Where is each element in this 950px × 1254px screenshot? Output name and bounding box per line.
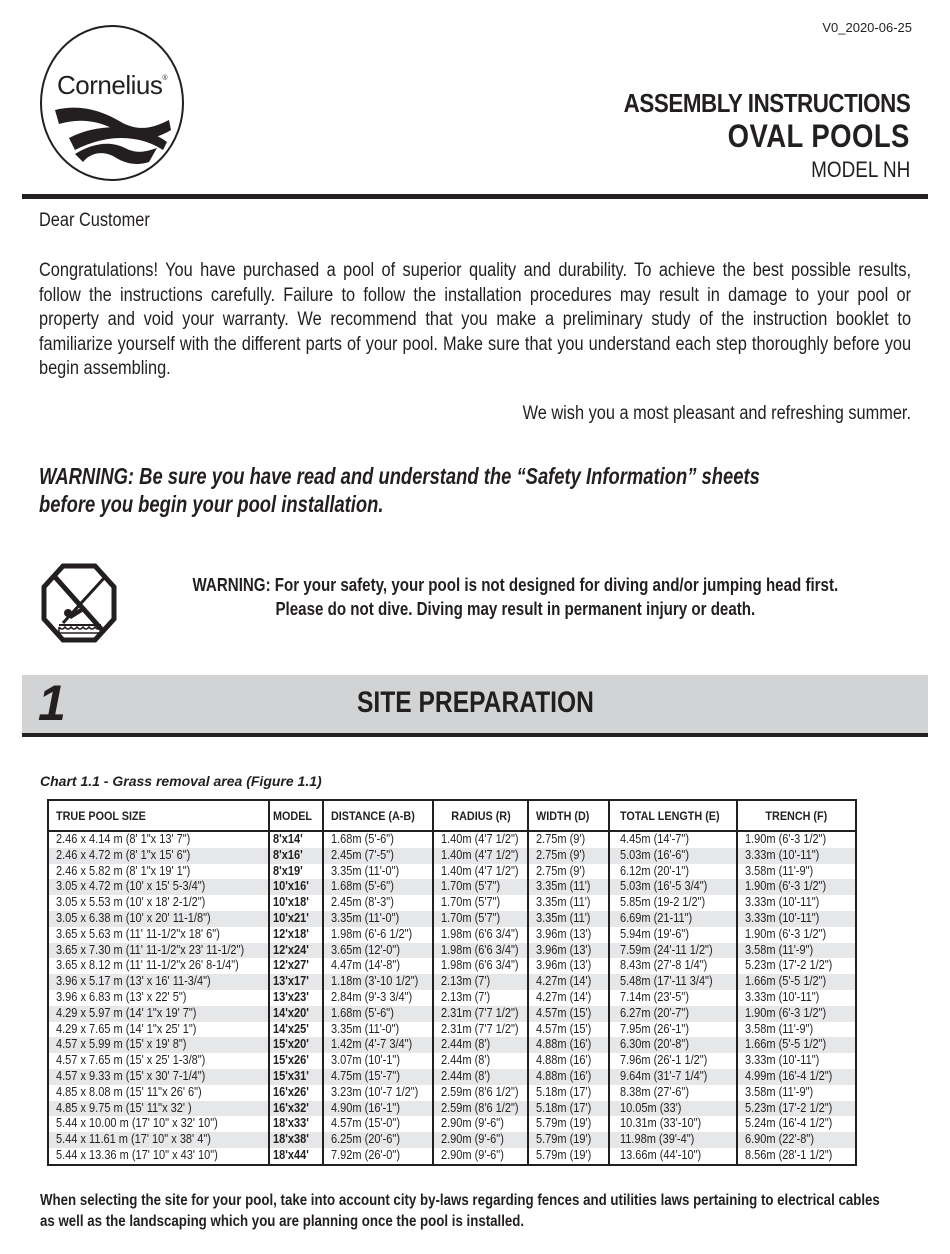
table-cell: 3.58m (11'-9") [737, 1085, 856, 1101]
table-cell: 7.14m (23'-5") [609, 990, 737, 1006]
table-cell: 3.35m (11') [528, 895, 609, 911]
note-line-1: When selecting the site for your pool, take into account city by-laws regarding fences and utilities laws pertaining to electrical cables [40, 1192, 880, 1209]
table-cell: 4.45m (14'-7") [609, 831, 737, 848]
table-cell: 15'x20' [269, 1037, 323, 1053]
column-header: DISTANCE (A-B) [323, 800, 433, 831]
diving-warning [0, 573, 950, 621]
table-cell: 3.33m (10'-11") [737, 1053, 856, 1069]
table-cell: 3.96 x 6.83 m (13' x 22' 5") [48, 990, 269, 1006]
table-row [48, 1132, 856, 1148]
safety-warning-line-1: WARNING: Be sure you have read and understand the “Safety Information” sheets [39, 463, 760, 489]
table-cell: 9.64m (31'-7 1/4") [609, 1069, 737, 1085]
table-cell: 2.90m (9'-6") [433, 1116, 528, 1132]
table-cell: 2.84m (9'-3 3/4") [323, 990, 433, 1006]
table-cell: 4.57 x 5.99 m (15' x 19' 8") [48, 1037, 269, 1053]
table-cell: 1.90m (6'-3 1/2") [737, 927, 856, 943]
table-row [48, 1148, 856, 1165]
table-cell: 14'x25' [269, 1022, 323, 1038]
table-row [48, 1069, 856, 1085]
table-cell: 2.59m (8'6 1/2") [433, 1101, 528, 1117]
table-cell: 5.03m (16'-5 3/4") [609, 879, 737, 895]
table-cell: 2.46 x 4.14 m (8' 1"x 13' 7") [48, 831, 269, 848]
table-cell: 1.18m (3'-10 1/2") [323, 974, 433, 990]
table-cell: 13'x23' [269, 990, 323, 1006]
cornelius-logo [39, 24, 185, 182]
table-row [48, 1085, 856, 1101]
table-cell: 8'x16' [269, 848, 323, 864]
table-cell: 3.33m (10'-11") [737, 895, 856, 911]
registered-mark: ® [162, 75, 167, 82]
column-header: TRENCH (F) [737, 800, 856, 831]
table-cell: 3.35m (11') [528, 911, 609, 927]
table-cell: 16'x32' [269, 1101, 323, 1117]
table-row [48, 848, 856, 864]
table-cell: 2.90m (9'-6") [433, 1148, 528, 1165]
table-cell: 1.40m (4'7 1/2") [433, 831, 528, 848]
site-selection-note [40, 1191, 950, 1232]
table-cell: 2.31m (7'7 1/2") [433, 1022, 528, 1038]
table-cell: 3.05 x 5.53 m (10' x 18' 2-1/2") [48, 895, 269, 911]
table-cell: 4.90m (16'-1") [323, 1101, 433, 1117]
table-cell: 3.35m (11'-0") [323, 1022, 433, 1038]
chart-caption: Chart 1.1 - Grass removal area (Figure 1.1) [40, 773, 322, 789]
table-cell: 8.56m (28'-1 1/2") [737, 1148, 856, 1165]
table-cell: 3.33m (10'-11") [737, 990, 856, 1006]
table-cell: 18'x38' [269, 1132, 323, 1148]
table-cell: 6.27m (20'-7") [609, 1006, 737, 1022]
table-row [48, 1053, 856, 1069]
table-cell: 1.90m (6'-3 1/2") [737, 879, 856, 895]
table-cell: 1.40m (4'7 1/2") [433, 864, 528, 880]
table-cell: 1.66m (5'-5 1/2") [737, 1037, 856, 1053]
table-cell: 4.29 x 7.65 m (14' 1"x 25' 1") [48, 1022, 269, 1038]
table-cell: 5.18m (17') [528, 1085, 609, 1101]
note-line-2: as well as the landscaping which you are planning once the pool is installed. [40, 1212, 525, 1230]
table-cell: 6.69m (21-11") [609, 911, 737, 927]
table-cell: 3.96m (13') [528, 943, 609, 959]
table-cell: 1.98m (6'6 3/4") [433, 958, 528, 974]
table-cell: 1.90m (6'-3 1/2") [737, 1006, 856, 1022]
table-cell: 4.27m (14') [528, 974, 609, 990]
table-cell: 5.48m (17'-11 3/4") [609, 974, 737, 990]
table-cell: 4.88m (16') [528, 1053, 609, 1069]
table-cell: 12'x18' [269, 927, 323, 943]
table-cell: 2.45m (7'-5") [323, 848, 433, 864]
table-cell: 3.96 x 5.17 m (13' x 16' 11-3/4") [48, 974, 269, 990]
table-cell: 1.70m (5'7") [433, 911, 528, 927]
table-cell: 5.94m (19'-6") [609, 927, 737, 943]
table-cell: 7.59m (24'-11 1/2") [609, 943, 737, 959]
table-cell: 2.46 x 4.72 m (8' 1"x 15' 6") [48, 848, 269, 864]
logo-wordmark: Cornelius [57, 70, 163, 100]
table-cell: 13'x17' [269, 974, 323, 990]
diving-warning-line-2: Please do not dive. Diving may result in permanent injury or death. [275, 599, 755, 619]
table-cell: 3.65 x 5.63 m (11' 11-1/2"x 18' 6") [48, 927, 269, 943]
table-cell: 6.90m (22'-8") [737, 1132, 856, 1148]
table-cell: 4.88m (16') [528, 1037, 609, 1053]
table-cell: 4.27m (14') [528, 990, 609, 1006]
table-row [48, 911, 856, 927]
table-cell: 15'x26' [269, 1053, 323, 1069]
table-cell: 2.44m (8') [433, 1037, 528, 1053]
table-cell: 4.85 x 8.08 m (15' 11"x 26' 6") [48, 1085, 269, 1101]
table-cell: 10.05m (33') [609, 1101, 737, 1117]
table-cell: 3.05 x 4.72 m (10' x 15' 5-3/4") [48, 879, 269, 895]
table-cell: 1.40m (4'7 1/2") [433, 848, 528, 864]
table-cell: 2.45m (8'-3") [323, 895, 433, 911]
table-cell: 3.58m (11'-9") [737, 1022, 856, 1038]
section-number: 1 [38, 675, 66, 731]
table-cell: 18'x33' [269, 1116, 323, 1132]
table-cell: 2.90m (9'-6") [433, 1132, 528, 1148]
closing-line: We wish you a most pleasant and refreshing summer. [522, 403, 911, 424]
logo-waves-icon [39, 24, 185, 182]
table-row [48, 974, 856, 990]
table-cell: 5.44 x 13.36 m (17' 10" x 43' 10") [48, 1148, 269, 1165]
grass-removal-table [47, 799, 857, 1166]
table-cell: 3.35m (11'-0") [323, 911, 433, 927]
table-cell: 14'x20' [269, 1006, 323, 1022]
table-cell: 1.70m (5'7") [433, 879, 528, 895]
table-cell: 5.24m (16'-4 1/2") [737, 1116, 856, 1132]
table-cell: 10'x16' [269, 879, 323, 895]
table-cell: 1.98m (6'-6 1/2") [323, 927, 433, 943]
table-cell: 2.31m (7'7 1/2") [433, 1006, 528, 1022]
column-header: TOTAL LENGTH (E) [609, 800, 737, 831]
intro-paragraph: Congratulations! You have purchased a pool of superior quality and durability. To achieve the best possible results, follow the instructions carefully. Failure to follow the installation procedures may result in damage to your pool or property and void your warranty. We recommend that you make a preliminary study of the instruction booklet to familiarize yourself with the different parts of your pool. Make sure that you understand each step thoroughly before you begin assembling. [39, 260, 912, 380]
document-version: V0_2020-06-25 [822, 20, 912, 35]
table-cell: 5.44 x 11.61 m (17' 10" x 38' 4") [48, 1132, 269, 1148]
table-cell: 2.75m (9') [528, 831, 609, 848]
table-row [48, 1037, 856, 1053]
table-cell: 2.75m (9') [528, 864, 609, 880]
table-cell: 10'x18' [269, 895, 323, 911]
table-cell: 5.03m (16'-6") [609, 848, 737, 864]
table-cell: 7.92m (26'-0") [323, 1148, 433, 1165]
table-row [48, 1006, 856, 1022]
table-cell: 7.96m (26'-1 1/2") [609, 1053, 737, 1069]
table-cell: 5.23m (17'-2 1/2") [737, 958, 856, 974]
table-row [48, 943, 856, 959]
table-cell: 3.96m (13') [528, 958, 609, 974]
column-header: TRUE POOL SIZE [48, 800, 269, 831]
column-header: RADIUS (R) [433, 800, 528, 831]
table-cell: 15'x31' [269, 1069, 323, 1085]
table-row [48, 879, 856, 895]
table-cell: 1.70m (5'7") [433, 895, 528, 911]
table-row [48, 864, 856, 880]
table-cell: 5.79m (19') [528, 1116, 609, 1132]
table-cell: 3.65 x 8.12 m (11' 11-1/2"x 26' 8-1/4") [48, 958, 269, 974]
table-cell: 1.68m (5'-6") [323, 831, 433, 848]
table-cell: 1.66m (5'-5 1/2") [737, 974, 856, 990]
table-cell: 4.99m (16'-4 1/2") [737, 1069, 856, 1085]
table-cell: 3.33m (10'-11") [737, 848, 856, 864]
table-cell: 8.43m (27'-8 1/4") [609, 958, 737, 974]
table-cell: 2.59m (8'6 1/2") [433, 1085, 528, 1101]
table-cell: 1.68m (5'-6") [323, 879, 433, 895]
table-body [48, 831, 856, 1165]
table-cell: 4.85 x 9.75 m (15' 11"x 32' ) [48, 1101, 269, 1117]
table-cell: 1.42m (4'-7 3/4") [323, 1037, 433, 1053]
safety-sheets-warning [39, 462, 940, 518]
table-cell: 4.57m (15') [528, 1022, 609, 1038]
table-cell: 12'x27' [269, 958, 323, 974]
table-cell: 1.98m (6'6 3/4") [433, 927, 528, 943]
table-cell: 2.44m (8') [433, 1053, 528, 1069]
table-row [48, 1116, 856, 1132]
table-cell: 3.35m (11') [528, 879, 609, 895]
table-cell: 3.96m (13') [528, 927, 609, 943]
table-cell: 2.75m (9') [528, 848, 609, 864]
table-cell: 16'x26' [269, 1085, 323, 1101]
table-cell: 4.47m (14'-8") [323, 958, 433, 974]
table-cell: 3.05 x 6.38 m (10' x 20' 11-1/8") [48, 911, 269, 927]
table-cell: 2.46 x 5.82 m (8' 1"x 19' 1") [48, 864, 269, 880]
table-cell: 4.57m (15'-0") [323, 1116, 433, 1132]
table-cell: 2.13m (7') [433, 990, 528, 1006]
table-cell: 3.65 x 7.30 m (11' 11-1/2"x 23' 11-1/2") [48, 943, 269, 959]
safety-warning-line-2: before you begin your pool installation. [39, 491, 384, 517]
table-cell: 5.23m (17'-2 1/2") [737, 1101, 856, 1117]
table-cell: 1.68m (5'-6") [323, 1006, 433, 1022]
table-row [48, 1101, 856, 1117]
table-cell: 3.23m (10'-7 1/2") [323, 1085, 433, 1101]
product-title: OVAL POOLS [727, 118, 910, 154]
table-cell: 1.90m (6'-3 1/2") [737, 831, 856, 848]
table-row [48, 831, 856, 848]
table-row [48, 927, 856, 943]
table-row [48, 958, 856, 974]
table-row [48, 1022, 856, 1038]
model-label: MODEL NH [810, 157, 910, 182]
table-cell: 11.98m (39'-4") [609, 1132, 737, 1148]
table-cell: 3.65m (12'-0") [323, 943, 433, 959]
table-cell: 3.58m (11'-9") [737, 943, 856, 959]
table-cell: 5.44 x 10.00 m (17' 10" x 32' 10") [48, 1116, 269, 1132]
table-cell: 5.79m (19') [528, 1132, 609, 1148]
table-cell: 8'x14' [269, 831, 323, 848]
table-header-row [48, 800, 856, 831]
table-cell: 10.31m (33'-10") [609, 1116, 737, 1132]
table-cell: 4.88m (16') [528, 1069, 609, 1085]
diving-warning-line-1: WARNING: For your safety, your pool is not designed for diving and/or jumping head first. [192, 575, 838, 595]
table-cell: 10'x21' [269, 911, 323, 927]
table-row [48, 990, 856, 1006]
table-cell: 3.07m (10'-1") [323, 1053, 433, 1069]
table-cell: 12'x24' [269, 943, 323, 959]
table-cell: 8'x19' [269, 864, 323, 880]
table-cell: 2.44m (8') [433, 1069, 528, 1085]
table-cell: 5.79m (19') [528, 1148, 609, 1165]
table-row [48, 895, 856, 911]
table-cell: 7.95m (26'-1") [609, 1022, 737, 1038]
table-cell: 2.13m (7') [433, 974, 528, 990]
table-cell: 4.57 x 9.33 m (15' x 30' 7-1/4") [48, 1069, 269, 1085]
table-cell: 1.98m (6'6 3/4") [433, 943, 528, 959]
table-cell: 13.66m (44'-10") [609, 1148, 737, 1165]
table-cell: 6.25m (20'-6") [323, 1132, 433, 1148]
table-cell: 6.30m (20'-8") [609, 1037, 737, 1053]
section-title: SITE PREPARATION [356, 686, 594, 719]
column-header: WIDTH (D) [528, 800, 609, 831]
document-title: ASSEMBLY INSTRUCTIONS [623, 88, 910, 118]
header-divider [22, 194, 928, 199]
table-cell: 18'x44' [269, 1148, 323, 1165]
table-cell: 3.33m (10'-11") [737, 911, 856, 927]
greeting: Dear Customer [39, 210, 150, 231]
table-cell: 8.38m (27'-6") [609, 1085, 737, 1101]
section-header-rule [22, 733, 928, 737]
table-cell: 4.75m (15'-7") [323, 1069, 433, 1085]
table-cell: 5.85m (19-2 1/2") [609, 895, 737, 911]
table-cell: 3.58m (11'-9") [737, 864, 856, 880]
table-cell: 4.57m (15') [528, 1006, 609, 1022]
table-cell: 4.29 x 5.97 m (14' 1"x 19' 7") [48, 1006, 269, 1022]
table-cell: 5.18m (17') [528, 1101, 609, 1117]
table-cell: 4.57 x 7.65 m (15' x 25' 1-3/8") [48, 1053, 269, 1069]
table-cell: 3.35m (11'-0") [323, 864, 433, 880]
column-header: MODEL [269, 800, 323, 831]
table-cell: 6.12m (20'-1") [609, 864, 737, 880]
